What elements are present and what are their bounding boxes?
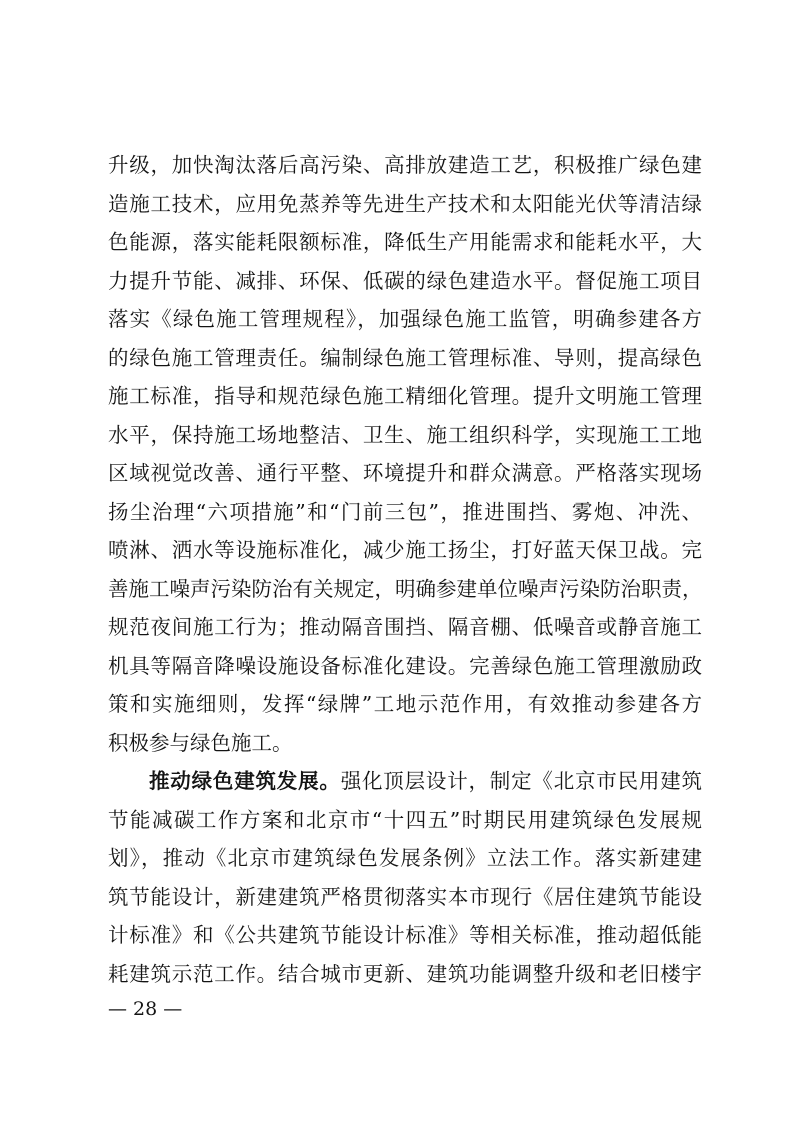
text-line: 筑节能设计，新建建筑严格贯彻落实本市现行《居住建筑节能设 — [108, 884, 702, 909]
text-line: 水平，保持施工场地整洁、卫生、施工组织科学，实现施工工地 — [108, 422, 702, 447]
text-line: 的绿色施工管理责任。编制绿色施工管理标准、导则，提高绿色 — [108, 345, 702, 370]
text-line: 扬尘治理“六项措施”和“门前三包”，推进围挡、雾炮、冲洗、 — [108, 499, 702, 524]
body-text — [108, 146, 702, 993]
text-line: 耗建筑示范工作。结合城市更新、建筑功能调整升级和老旧楼宇 — [108, 961, 702, 986]
paragraph-green-building — [108, 762, 702, 993]
text-line: 积极参与绿色施工。 — [108, 730, 293, 755]
text-line-with-heading — [108, 762, 702, 801]
text-line: 落实《绿色施工管理规程》，加强绿色施工监管，明确参建各方 — [108, 307, 702, 331]
text-line: 喷淋、洒水等设施标准化，减少施工扬尘，打好蓝天保卫战。完 — [108, 538, 702, 562]
text-line: 规范夜间施工行为；推动隔音围挡、隔音棚、低噪音或静音施工 — [108, 615, 702, 639]
paragraph-green-construction — [108, 146, 702, 762]
text-line: 节能减碳工作方案和北京市“十四五”时期民用建筑绿色发展规 — [108, 807, 702, 832]
text-line: 造施工技术，应用免蒸养等先进生产技术和太阳能光伏等清洁绿 — [108, 191, 702, 216]
text-line: 施工标准，指导和规范绿色施工精细化管理。提升文明施工管理 — [108, 384, 702, 408]
text-line: 善施工噪声污染防治有关规定，明确参建单位噪声污染防治职责， — [108, 576, 702, 601]
text-line: 升级，加快淘汰落后高污染、高排放建造工艺，积极推广绿色建 — [108, 153, 702, 177]
text-line: 力提升节能、减排、环保、低碳的绿色建造水平。督促施工项目 — [108, 268, 702, 293]
text-line: 策和实施细则，发挥“绿牌”工地示范作用，有效推动参建各方 — [108, 692, 702, 716]
page-number: — 28 — — [108, 998, 183, 1020]
text-line: 划》，推动《北京市建筑绿色发展条例》立法工作。落实新建建 — [108, 846, 702, 870]
text-line: 机具等隔音降噪设施设备标准化建设。完善绿色施工管理激励政 — [108, 653, 702, 678]
text-line: 色能源，落实能耗限额标准，降低生产用能需求和能耗水平，大 — [108, 230, 702, 254]
text-line: 区域视觉改善、通行平整、环境提升和群众满意。严格落实现场 — [108, 461, 702, 485]
text-line: 计标准》和《公共建筑节能设计标准》等相关标准，推动超低能 — [108, 923, 702, 947]
section-lead-heading: 推动绿色建筑发展。 — [149, 769, 341, 793]
text-line-body: 强化顶层设计，制定《北京市民用建筑 — [340, 769, 702, 793]
